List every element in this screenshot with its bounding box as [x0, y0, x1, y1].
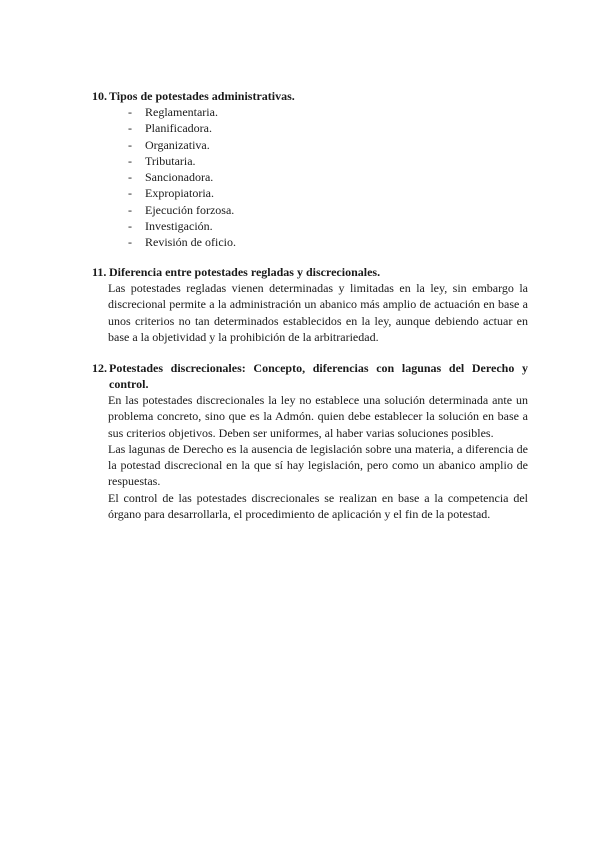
section-title: Diferencia entre potestades regladas y discrecionales.	[109, 265, 381, 279]
section-title: Potestades discrecionales: Concepto, diferencias con lagunas del Derecho y control.	[109, 361, 528, 391]
paragraph: En las potestades discrecionales la ley no establece una solución determinada ante un problema concreto, sino que es la Admón. quien debe establecer la solución en base a sus criterios objetivos. Deben ser uniformes, al haber varias soluciones posibles.	[108, 393, 528, 440]
list-item: - Reglamentaria.	[128, 105, 218, 119]
paragraph: El control de las potestades discrecionales se realizan en base a la competencia del órgano para desarrollarla, el procedimiento de aplicación y el fin de la potestad.	[108, 490, 528, 522]
list-bullet: -	[128, 105, 132, 119]
section-11	[92, 264, 528, 345]
list-item: - Organizativa.	[128, 137, 210, 152]
list-bullet: -	[128, 121, 132, 136]
section-number: 10.	[92, 89, 107, 103]
list-item: - Sancionadora.	[128, 170, 214, 185]
list-bullet: -	[128, 137, 132, 152]
paragraph: Las potestades regladas vienen determinadas y limitadas en la ley, sin embargo la discrecional permite a la administración un abanico más amplio de actuación en base a unos criterios no tan determinados establecidos en la ley, aunque debiendo actuar en base a la objetividad y la prohibición de la arbitrariedad.	[108, 281, 528, 344]
section-heading	[92, 88, 528, 104]
list-item: - Investigación.	[128, 219, 213, 234]
list-bullet: -	[128, 202, 132, 217]
list-item: - Ejecución forzosa.	[128, 202, 235, 217]
section-number: 11.	[92, 265, 107, 279]
list-bullet: -	[128, 235, 132, 250]
section-body	[108, 392, 528, 522]
section-title: Tipos de potestades administrativas.	[109, 89, 295, 103]
section-12	[92, 360, 528, 522]
list-bullet: -	[128, 153, 132, 168]
section-body	[108, 280, 528, 345]
section-heading	[92, 360, 528, 392]
section-heading	[92, 264, 528, 280]
list-item: - Expropiatoria.	[128, 186, 214, 201]
list-bullet: -	[128, 219, 132, 234]
list-bullet: -	[128, 170, 132, 185]
potestades-list	[92, 104, 528, 251]
list-bullet: -	[128, 186, 132, 201]
list-item: - Planificadora.	[128, 121, 212, 136]
section-number: 12.	[92, 361, 107, 375]
section-10	[92, 88, 528, 251]
list-item: - Revisión de oficio.	[128, 235, 236, 250]
list-item: - Tributaria.	[128, 153, 196, 168]
paragraph: Las lagunas de Derecho es la ausencia de legislación sobre una materia, a diferencia de la potestad discrecional en la que sí hay legislación, pero como un abanico amplio de respuestas.	[108, 441, 528, 489]
